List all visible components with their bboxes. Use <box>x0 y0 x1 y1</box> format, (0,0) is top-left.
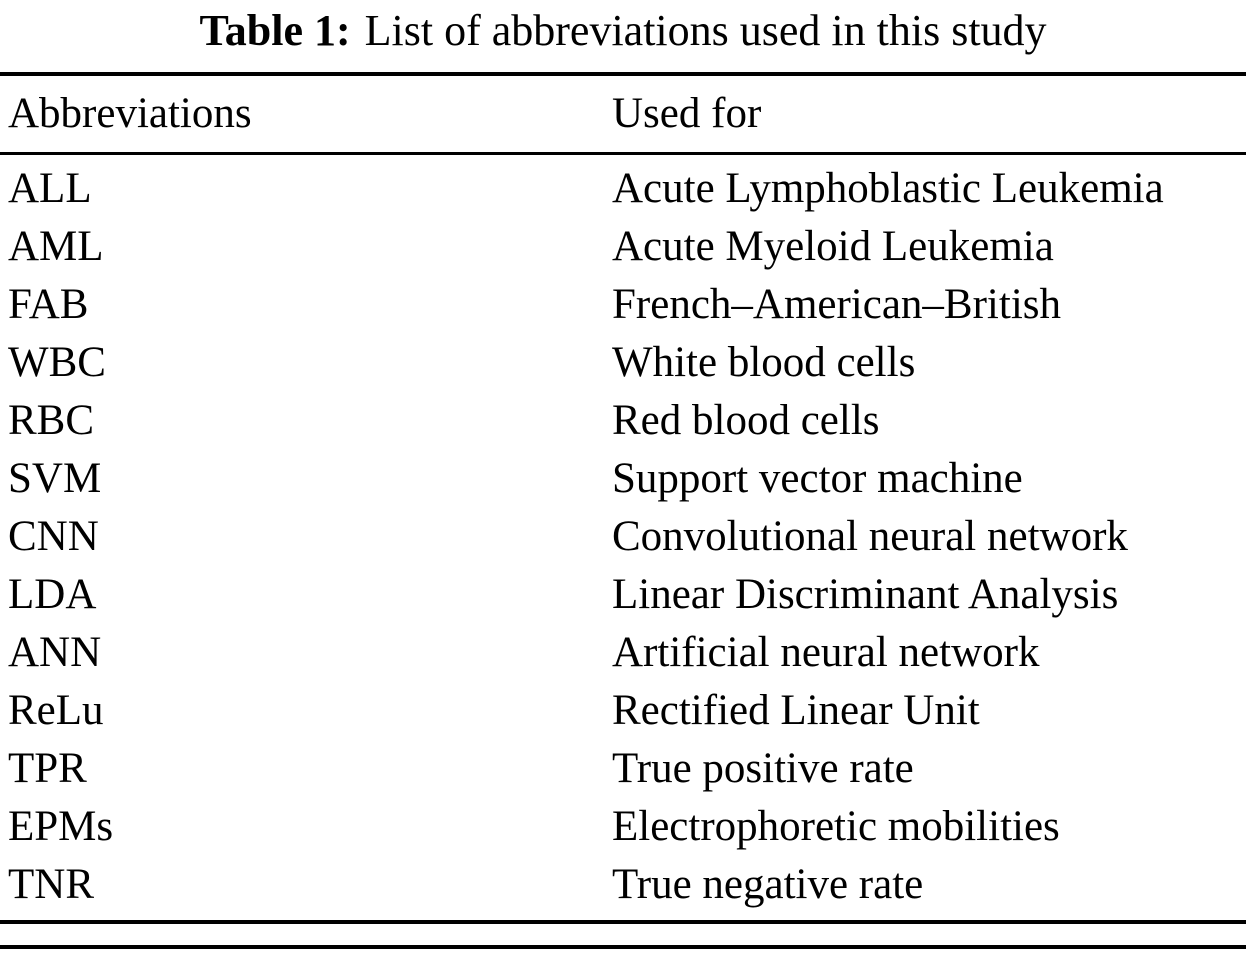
meaning-cell: White blood cells <box>612 339 916 386</box>
bottom-rule <box>0 920 1246 924</box>
table-row <box>0 450 1246 508</box>
header-abbreviations: Abbreviations <box>8 90 252 137</box>
abbr-cell: CNN <box>8 513 99 560</box>
table-caption <box>0 0 1246 56</box>
table-header-row <box>0 76 1246 152</box>
meaning-cell: True positive rate <box>612 745 914 792</box>
table-row <box>0 334 1246 392</box>
table-row <box>0 160 1246 218</box>
caption-label: Table 1: <box>199 6 351 55</box>
meaning-cell: Red blood cells <box>612 397 880 444</box>
meaning-cell: Linear Discriminant Analysis <box>612 571 1119 618</box>
abbr-cell: AML <box>8 223 104 270</box>
abbr-cell: WBC <box>8 339 106 386</box>
header-used-for: Used for <box>612 90 762 137</box>
table-body <box>0 155 1246 920</box>
table-row <box>0 276 1246 334</box>
meaning-cell: French–American–British <box>612 281 1062 328</box>
table-row <box>0 798 1246 856</box>
table-row <box>0 566 1246 624</box>
abbr-cell: TPR <box>8 745 87 792</box>
bottom-rule-secondary <box>0 945 1246 949</box>
abbr-cell: EPMs <box>8 803 114 850</box>
abbr-cell: ANN <box>8 629 102 676</box>
meaning-cell: Artificial neural network <box>612 629 1040 676</box>
meaning-cell: Electrophoretic mobilities <box>612 803 1060 850</box>
abbr-cell: ReLu <box>8 687 104 734</box>
meaning-cell: Acute Myeloid Leukemia <box>612 223 1054 270</box>
abbr-cell: SVM <box>8 455 102 502</box>
meaning-cell: Acute Lymphoblastic Leukemia <box>612 165 1164 212</box>
meaning-cell: Support vector machine <box>612 455 1023 502</box>
caption-text: List of abbreviations used in this study <box>364 6 1047 55</box>
table-row <box>0 740 1246 798</box>
table-row <box>0 392 1246 450</box>
abbr-cell: LDA <box>8 571 97 618</box>
table-row <box>0 856 1246 914</box>
abbr-cell: TNR <box>8 861 94 908</box>
table-row <box>0 624 1246 682</box>
meaning-cell: True negative rate <box>612 861 924 908</box>
meaning-cell: Rectified Linear Unit <box>612 687 980 734</box>
abbr-cell: ALL <box>8 165 92 212</box>
abbr-cell: FAB <box>8 281 89 328</box>
meaning-cell: Convolutional neural network <box>612 513 1128 560</box>
table-row <box>0 508 1246 566</box>
table-row <box>0 682 1246 740</box>
abbr-cell: RBC <box>8 397 95 444</box>
table-row <box>0 218 1246 276</box>
